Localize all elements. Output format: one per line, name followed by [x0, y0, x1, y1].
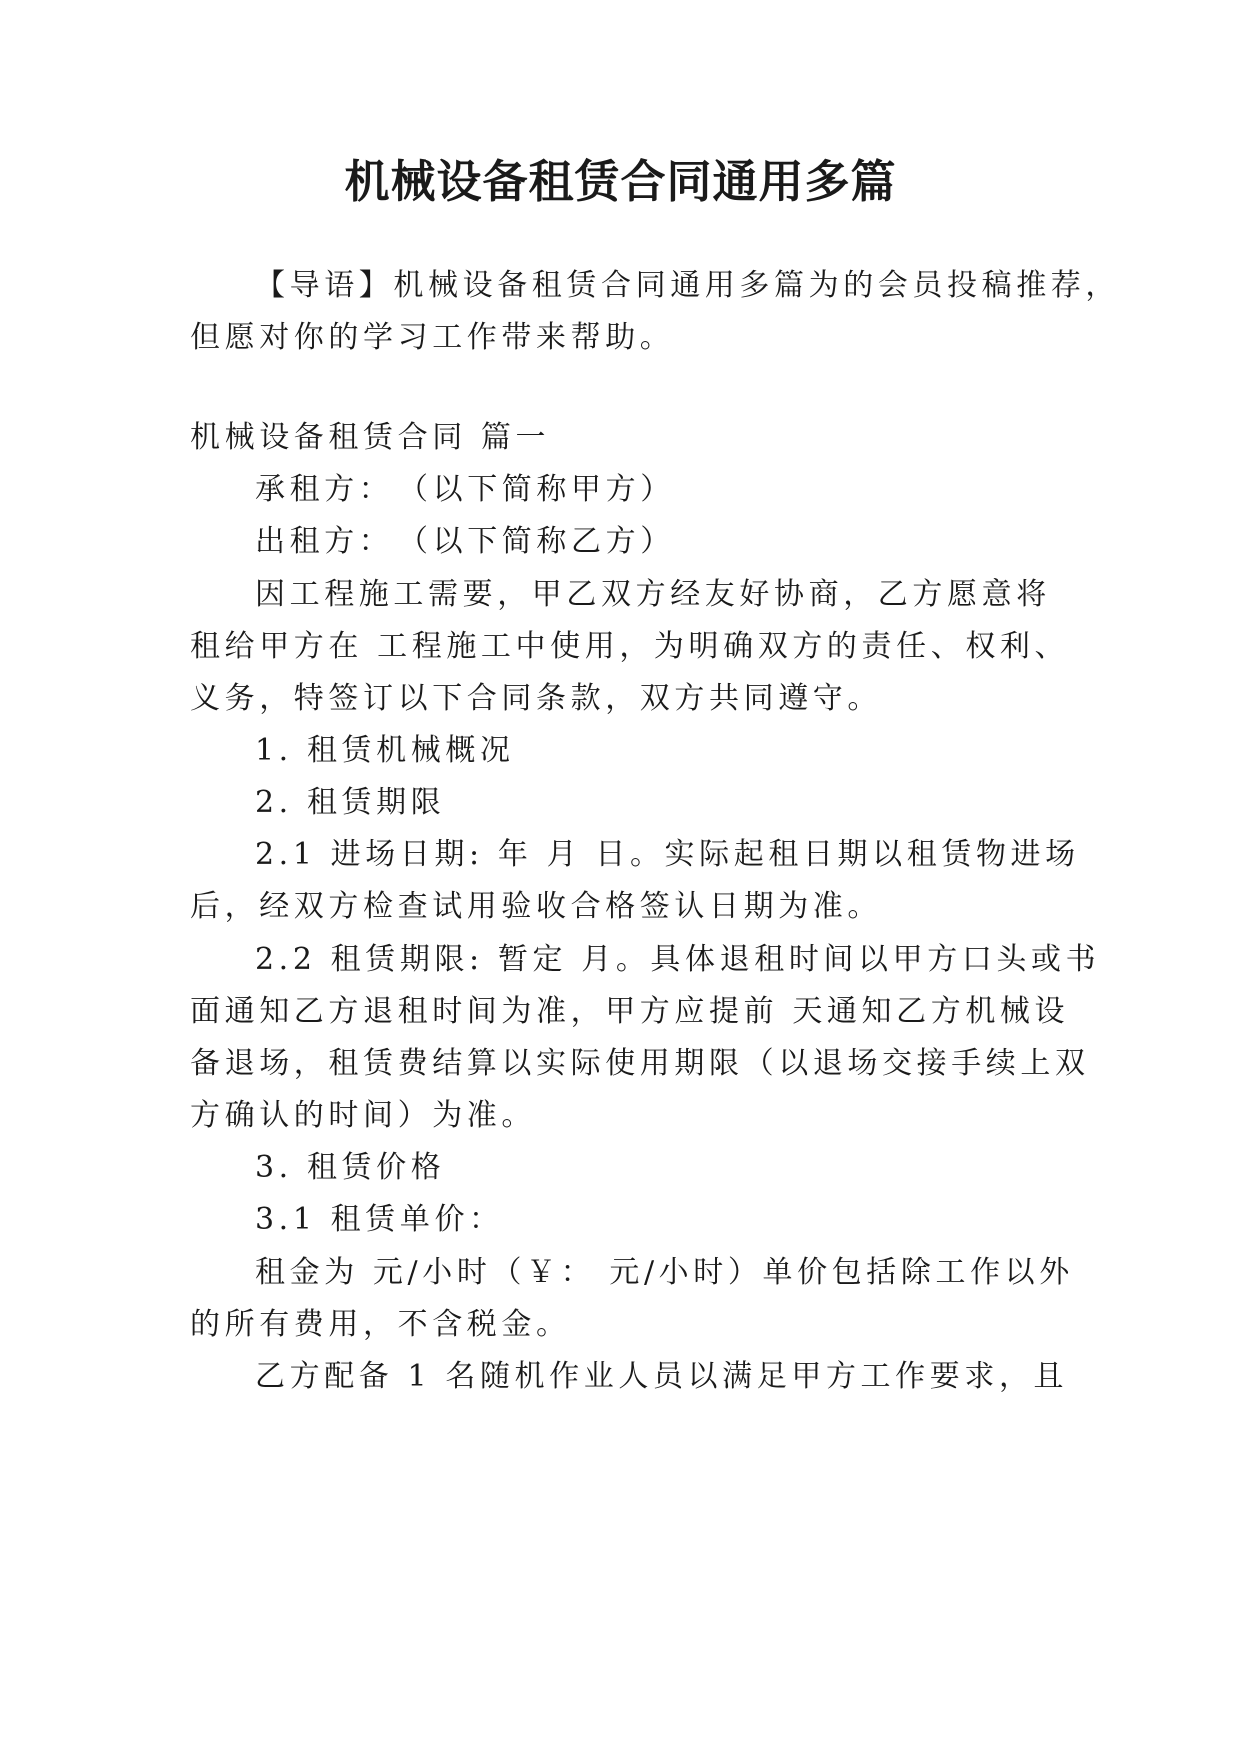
item-2-2-line-1: 2.2 租赁期限: 暂定 月。具体退租时间以甲方口头或书 [255, 942, 1101, 977]
rent-line-1: 租金为 元/小时（￥： 元/小时）单价包括除工作以外 [255, 1255, 1074, 1290]
item-2-2-line-2: 面通知乙方退租时间为准，甲方应提前 天通知乙方机械设 [190, 994, 1070, 1029]
reason-line-3: 义务，特签订以下合同条款，双方共同遵守。 [190, 681, 882, 716]
item-2-1-line-2: 后，经双方检查试用验收合格签认日期为准。 [190, 889, 882, 924]
intro-line-2: 但愿对你的学习工作带来帮助。 [190, 320, 675, 355]
operator-line-1: 乙方配备 1 名随机作业人员以满足甲方工作要求，且 [255, 1359, 1069, 1394]
intro-line-1: 【导语】机械设备租赁合同通用多篇为的会员投稿推荐， [255, 268, 1120, 303]
item-2-2-line-4: 方确认的时间）为准。 [190, 1098, 536, 1133]
lessor-line: 出租方： （以下简称乙方） [255, 524, 675, 559]
section-heading: 机械设备租赁合同 篇一 [190, 420, 551, 455]
item-2-2-line-3: 备退场，租赁费结算以实际使用期限（以退场交接手续上双 [190, 1046, 1090, 1081]
reason-line-1: 因工程施工需要，甲乙双方经友好协商，乙方愿意将 [255, 577, 1051, 612]
rent-line-2: 的所有费用，不含税金。 [190, 1307, 571, 1342]
item-2-heading: 2. 租赁期限 [255, 785, 446, 820]
document-title: 机械设备租赁合同通用多篇 [344, 155, 897, 208]
item-1-heading: 1. 租赁机械概况 [255, 733, 515, 768]
reason-line-2: 租给甲方在 工程施工中使用，为明确双方的责任、权利、 [190, 629, 1070, 664]
item-2-1-line-1: 2.1 进场日期: 年 月 日。实际起租日期以租赁物进场 [255, 837, 1080, 872]
lessee-line: 承租方： （以下简称甲方） [255, 472, 675, 507]
item-3-1-heading: 3.1 租赁单价： [255, 1202, 504, 1237]
item-3-heading: 3. 租赁价格 [255, 1150, 446, 1185]
